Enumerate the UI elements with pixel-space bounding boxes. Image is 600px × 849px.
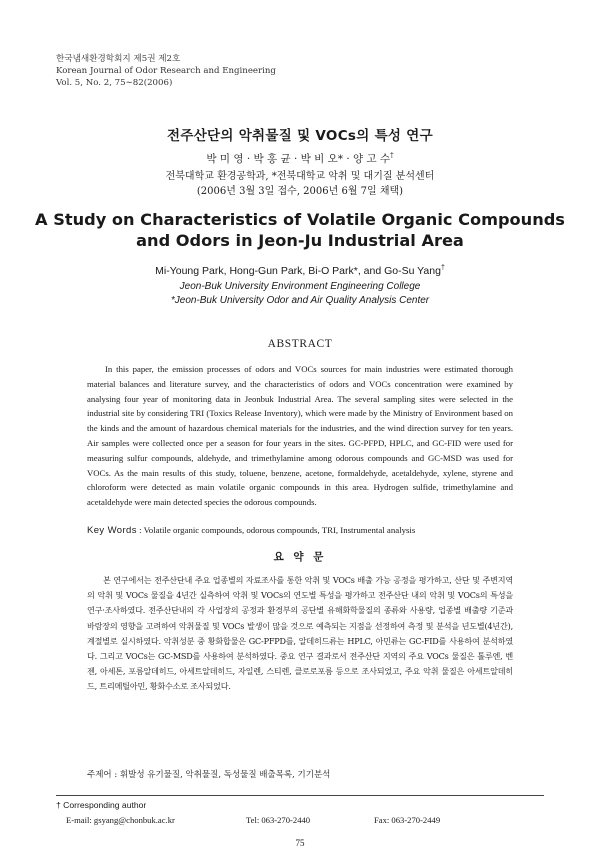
english-authors-names: Mi-Young Park, Hong-Gun Park, Bi-O Park*, and Go-Su Yang bbox=[155, 265, 441, 277]
korean-summary-text: 본 연구에서는 전주산단내 주요 업종별의 자료조사를 통한 악취 및 VOCs 배출 가능 공정을 평가하고, 산단 및 주변지역의 악취 및 VOCs 물질을 4년간 실측하여 악취 및 VOCs의 연도별 특성을 평가하고 전주산단 내의 악취 및 VOCs의 특성을 연구·조사하였다. 전주산단내의 각 사업장의 공정과 환경부의 공단별 유해화학물질의 종류와 사용량, 업종별 배출량 기준과 바람장의 영향을 고려하여 악취물질 및 VOCs 발생이 많을 것으로 예측되는 지점을 선정하여 측정 및 분석을 년도별(4년간), 계절별로 실시하였다. 악취성분 중 황화합물은 GC-PFPD를, 알데히드류는 HPLC, 아민류는 GC-FID를 사용하여 분석하였다. 그리고 VOCs는 GC-MSD를 사용하여 분석하였다. 중요 연구 결과로서 전주산단 지역의 주요 VOCs 물질은 톨루엔, 벤젠, 아세톤, 포름알데히드, 아세트알데히드, 자일렌, 스티렌, 클로로포름 등으로 조사되었고, 주요 악취 물질은 아세트알데히드, 트리메틸아민, 황화수소로 조사되었다. bbox=[87, 575, 513, 692]
korean-authors bbox=[0, 151, 600, 166]
corresponding-mark: † bbox=[390, 151, 394, 160]
contact-fax: Fax: 063-270-2449 bbox=[374, 815, 441, 825]
english-affiliation-1: Jeon-Buk University Environment Engineering College bbox=[179, 281, 421, 292]
english-affiliation-2: *Jeon-Buk University Odor and Air Quality Analysis Center bbox=[170, 295, 430, 306]
journal-header bbox=[56, 53, 276, 90]
korean-authors-names: 박 미 영 · 박 홍 균 · 박 비 오* · 양 고 수 bbox=[206, 153, 391, 165]
contact-tel: Tel: 063-270-2440 bbox=[246, 815, 311, 825]
korean-summary-body bbox=[87, 573, 513, 695]
abstract-text: In this paper, the emission processes of odors and VOCs sources for main industries were estimated thorough material balances and literature survey, and the characteristics of odors and VOCs concentration were examined by analysing four year of monitoring data in Jeonbuk Industrial Area. The several sampling sites were selected in the industrial site by considering TRI (Toxics Release Inventory), which were made by the Ministry of Environment based on the kinds and the amount of hazardous chemical materials for the industries, and the wind direction survey for ten years. Air samples were collected once per a season for four years in the sites. GC-PFPD, HPLC, and GC-FID were used for measuring sulfur compounds, aldehyde, and trimethylamine among odorous compounds and GC-MSD was used for VOCs. As the main results of this study, toluene, benzene, acetone, formaldehyde, acetaldehyde, xylene, styrene and chloroform were detected as main volatile organic compounds in this area. Hydrogen sulfide, trimethylamine and acetaldehyde were main detected species the odorous compounds. bbox=[87, 364, 513, 508]
journal-volume: Vol. 5, No. 2, 75∼82(2006) bbox=[56, 78, 173, 89]
english-keywords bbox=[87, 525, 415, 536]
keywords-text: : Volatile organic compounds, odorous compounds, TRI, Instrumental analysis bbox=[136, 525, 416, 535]
english-title: A Study on Characteristics of Volatile Organic Compounds and Odors in Jeon-Ju Industrial Area bbox=[35, 210, 565, 250]
journal-name-korean: 한국냄새환경학회지 제5권 제2호 bbox=[56, 54, 181, 64]
footnote-divider bbox=[56, 795, 544, 796]
corresponding-mark-en: † bbox=[440, 264, 445, 272]
abstract-heading: ABSTRACT bbox=[267, 338, 333, 350]
korean-dates: (2006년 3월 3일 접수, 2006년 6월 7일 채택) bbox=[196, 186, 404, 197]
page-number: 75 bbox=[295, 838, 305, 848]
korean-affiliation: 전북대학교 환경공학과, *전북대학교 악취 및 대기질 분석센터 bbox=[165, 171, 435, 182]
contact-email: E-mail: gsyang@chonbuk.ac.kr bbox=[66, 815, 175, 825]
korean-title: 전주산단의 악취물질 및 VOCs의 특성 연구 bbox=[167, 128, 433, 144]
korean-summary-heading: 요 약 문 bbox=[273, 551, 327, 563]
journal-name-english: Korean Journal of Odor Research and Engineering bbox=[56, 66, 276, 77]
abstract-body bbox=[87, 362, 513, 510]
keywords-label: Key Words bbox=[87, 525, 137, 536]
english-authors bbox=[0, 265, 600, 277]
corresponding-author-label: † Corresponding author bbox=[56, 800, 147, 810]
korean-keywords: 주제어 : 휘발성 유기물질, 악취물질, 독성물질 배출목록, 기기분석 bbox=[87, 770, 331, 780]
